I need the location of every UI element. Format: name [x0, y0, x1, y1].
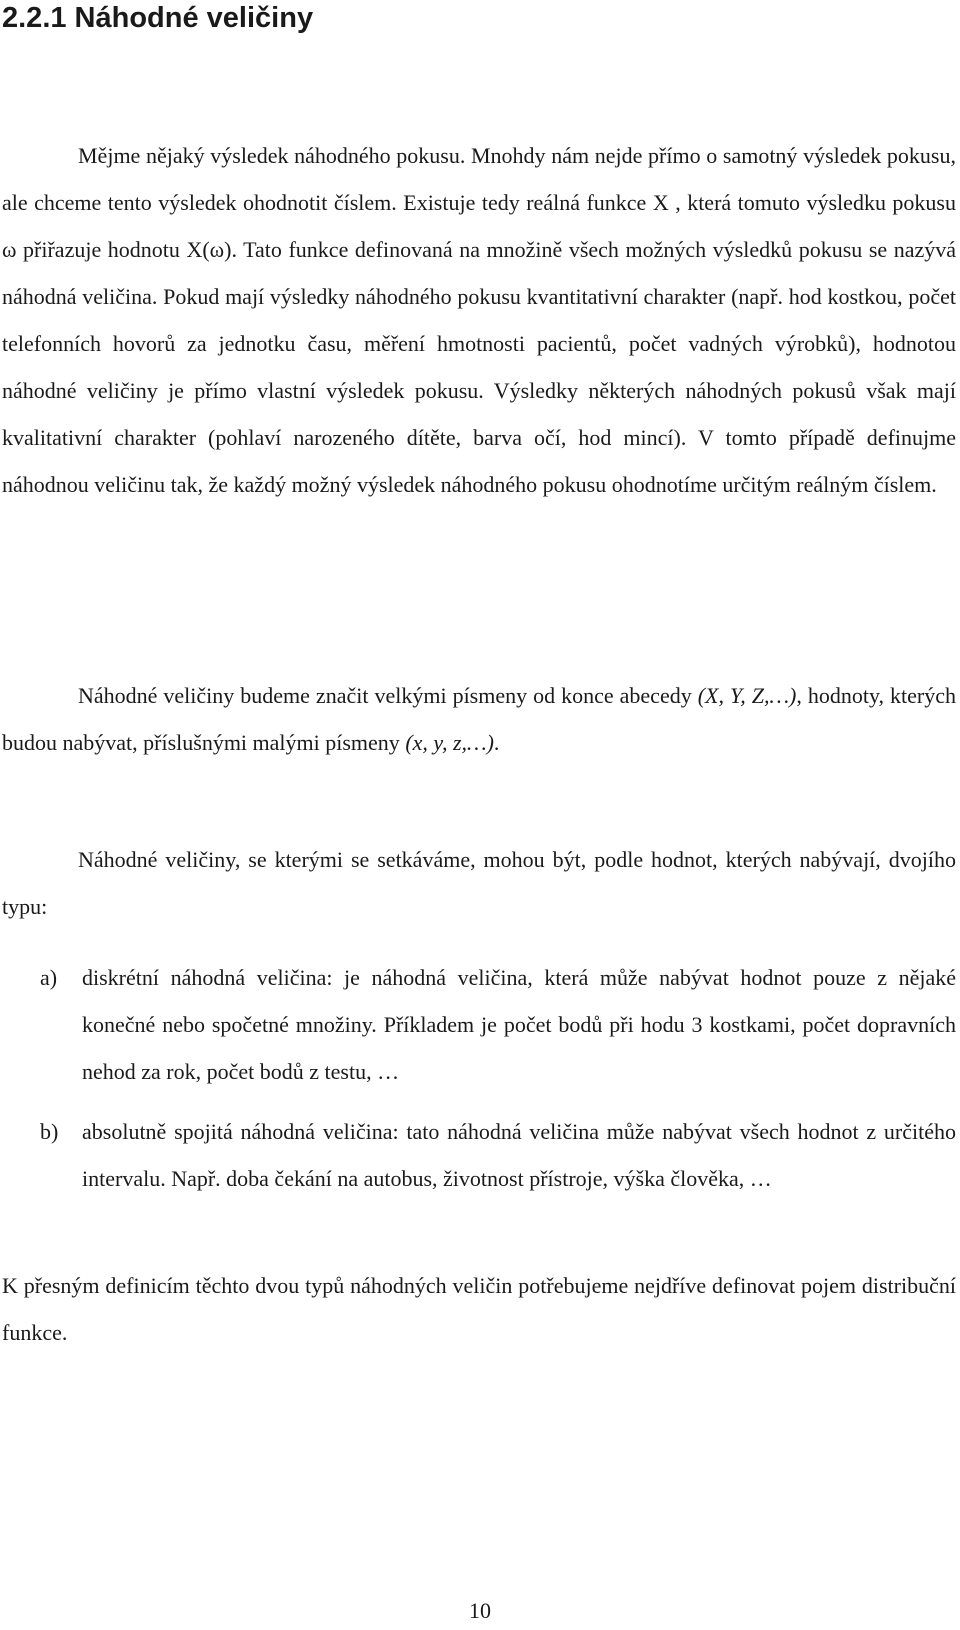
- paragraph-conclusion: K přesným definicím těchto dvou typů náhodných veličin potřebujeme nejdříve definovat pojem distribuční funkce.: [2, 1273, 956, 1345]
- section-heading: 2.2.1 Náhodné veličiny: [2, 2, 314, 34]
- page-number: 10: [469, 1598, 491, 1623]
- paragraph-definition: Mějme nějaký výsledek náhodného pokusu. Mnohdy nám nejde přímo o samotný výsledek pokusu, ale chceme tento výsledek ohodnotit číslem. Existuje tedy reálná funkce X , která tomuto výsledku pokusu ω přiřazuje hodnotu X(ω). Tato funkce definovaná na množině všech možných výsledků pokusu se nazývá náhodná veličina. Pokud mají výsledky náhodného pokusu kvantitativní charakter (např. hod kostkou, počet telefonních hovorů za jednotku času, měření hmotnosti pacientů, počet vadných výrobků), hodnotou náhodné veličiny je přímo vlastní výsledek pokusu. Výsledky některých náhodných pokusů však mají kvalitativní charakter (pohlaví narozeného dítěte, barva očí, hod mincí). V tomto případě definujme náhodnou veličinu tak, že každý možný výsledek náhodného pokusu ohodnotíme určitým reálným číslem.: [2, 143, 956, 497]
- list-item-text: diskrétní náhodná veličina: je náhodná veličina, která může nabývat hodnot pouze z nějaké konečné nebo spočetné množiny. Příkladem je počet bodů při hodu 3 kostkami, počet dopravních nehod za rok, počet bodů z testu, …: [82, 965, 956, 1084]
- notation-text-a: Náhodné veličiny budeme značit velkými písmeny od konce abecedy: [78, 683, 692, 708]
- notation-math-uppercase: (X, Y, Z,…): [697, 683, 797, 708]
- paragraph-types: Náhodné veličiny, se kterými se setkáváme, mohou být, podle hodnot, kterých nabývají, dvojího typu:: [2, 847, 956, 919]
- list-item-text: absolutně spojitá náhodná veličina: tato náhodná veličina může nabývat všech hodnot z určitého intervalu. Např. doba čekání na autobus, životnost přístroje, výška člověka, …: [82, 1119, 956, 1191]
- list-marker: a): [40, 965, 58, 990]
- notation-math-lowercase: (x, y, z,…): [405, 730, 494, 755]
- paragraph-notation: [2, 672, 956, 766]
- notation-end: .: [493, 730, 500, 755]
- list-marker: b): [40, 1119, 59, 1144]
- notation-text-b: , hodnoty, kterých budou nabývat, příslušnými malými písmeny: [2, 683, 957, 755]
- list-item-discrete: [2, 954, 956, 1095]
- list-item-continuous: [2, 1108, 956, 1202]
